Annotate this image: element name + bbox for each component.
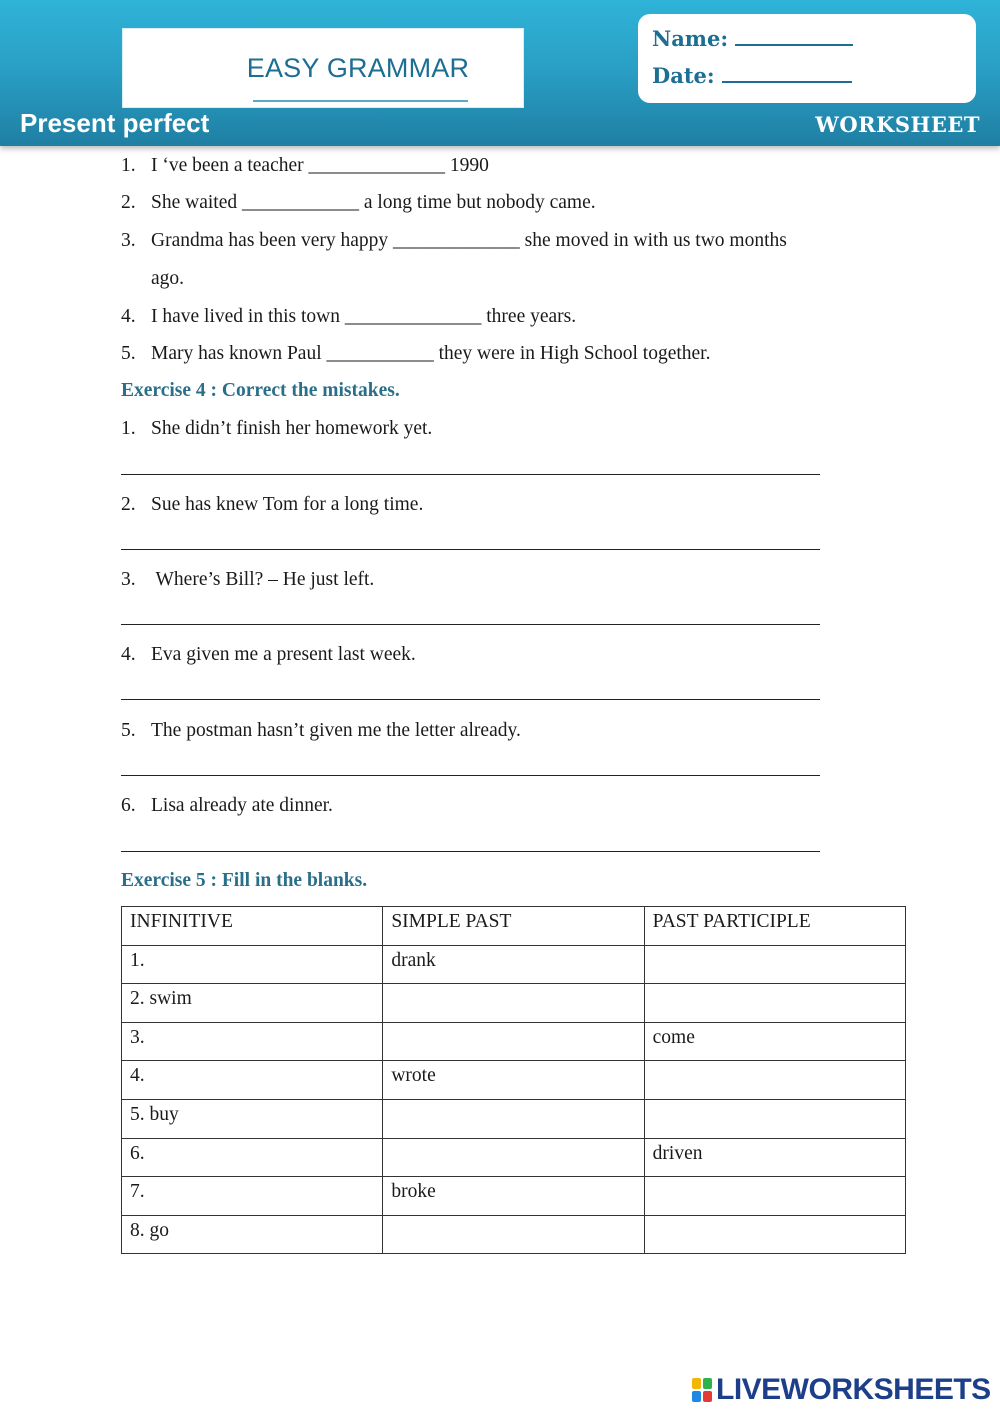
table-cell[interactable]: broke: [383, 1177, 644, 1216]
table-cell[interactable]: [383, 984, 644, 1023]
table-cell[interactable]: [644, 1177, 905, 1216]
table-cell[interactable]: [383, 1022, 644, 1061]
column-header: SIMPLE PAST: [383, 907, 644, 946]
exercise3-item-4[interactable]: 4. I have lived in this town ______________ three years.: [121, 306, 577, 327]
table-cell[interactable]: 8. go: [122, 1215, 383, 1254]
exercise3-item-2[interactable]: 2. She waited ____________ a long time but nobody came.: [121, 192, 596, 213]
exercise4-heading: Exercise 4 : Correct the mistakes.: [121, 380, 400, 401]
table-row: [122, 1061, 906, 1100]
table-cell[interactable]: [644, 984, 905, 1023]
table-row: [122, 945, 906, 984]
table-cell[interactable]: come: [644, 1022, 905, 1061]
table-cell[interactable]: [644, 1099, 905, 1138]
logo-square-icon: [692, 1391, 701, 1402]
date-label: Date:: [652, 63, 715, 88]
table-header-row: [122, 907, 906, 946]
name-blank[interactable]: [735, 28, 853, 46]
table-cell[interactable]: 5. buy: [122, 1099, 383, 1138]
worksheet-header: [0, 0, 1000, 146]
worksheet-label: WORKSHEET: [815, 112, 980, 137]
table-cell[interactable]: [644, 1215, 905, 1254]
table-cell[interactable]: wrote: [383, 1061, 644, 1100]
exercise3-item-1[interactable]: 1. I ‘ve been a teacher ______________ 1990: [121, 155, 489, 176]
exercise4-item-1: 1. She didn’t finish her homework yet.: [121, 418, 433, 439]
logo-square-icon: [703, 1391, 712, 1402]
exercise4-answer-4[interactable]: [121, 699, 820, 700]
table-row: [122, 1099, 906, 1138]
exercise4-answer-3[interactable]: [121, 624, 820, 625]
table-cell[interactable]: driven: [644, 1138, 905, 1177]
table-cell[interactable]: 2. swim: [122, 984, 383, 1023]
table-cell[interactable]: 7.: [122, 1177, 383, 1216]
date-blank[interactable]: [722, 65, 852, 83]
table-cell[interactable]: 4.: [122, 1061, 383, 1100]
logo-square-icon: [703, 1378, 712, 1389]
worksheet-subtitle: Present perfect: [20, 108, 210, 138]
exercise3-item-5[interactable]: 5. Mary has known Paul ___________ they were in High School together.: [121, 343, 711, 364]
name-label: Name:: [652, 26, 729, 51]
liveworksheets-logo[interactable]: [692, 1372, 991, 1408]
table-cell[interactable]: [644, 1061, 905, 1100]
column-header: INFINITIVE: [122, 907, 383, 946]
exercise4-item-3: 3. Where’s Bill? – He just left.: [121, 569, 375, 590]
table-row: [122, 1022, 906, 1061]
table-row: [122, 1138, 906, 1177]
exercise4-answer-1[interactable]: [121, 474, 820, 475]
name-field[interactable]: [652, 26, 853, 51]
name-date-box: [638, 14, 976, 103]
title-underline: [253, 100, 468, 102]
exercise4-item-5: 5. The postman hasn’t given me the letter already.: [121, 720, 521, 741]
exercise3-item-3[interactable]: 3. Grandma has been very happy _____________ she moved in with us two months: [121, 230, 787, 251]
table-cell[interactable]: [383, 1138, 644, 1177]
table-cell[interactable]: [383, 1099, 644, 1138]
table-cell[interactable]: [383, 1215, 644, 1254]
table-row: [122, 984, 906, 1023]
table-row: [122, 1215, 906, 1254]
logo-text: LIVEWORKSHEETS: [716, 1373, 991, 1406]
exercise4-answer-2[interactable]: [121, 549, 820, 550]
exercise4-item-2: 2. Sue has knew Tom for a long time.: [121, 494, 424, 515]
table-cell[interactable]: 1.: [122, 945, 383, 984]
exercise4-answer-6[interactable]: [121, 851, 820, 852]
exercise4-item-4: 4. Eva given me a present last week.: [121, 644, 416, 665]
exercise4-answer-5[interactable]: [121, 775, 820, 776]
table-cell[interactable]: [644, 945, 905, 984]
liveworksheets-logo-icon: [692, 1378, 712, 1402]
exercise5-heading: Exercise 5 : Fill in the blanks.: [121, 870, 368, 891]
table-cell[interactable]: 3.: [122, 1022, 383, 1061]
logo-square-icon: [692, 1378, 701, 1389]
date-field[interactable]: [652, 63, 852, 88]
column-header: PAST PARTICIPLE: [644, 907, 905, 946]
exercise3-item-3-continued: ago.: [151, 268, 185, 289]
verb-forms-table: [121, 906, 906, 1254]
table-cell[interactable]: 6.: [122, 1138, 383, 1177]
exercise4-item-6: 6. Lisa already ate dinner.: [121, 795, 333, 816]
table-row: [122, 1177, 906, 1216]
table-cell[interactable]: drank: [383, 945, 644, 984]
title-box: [122, 28, 524, 108]
worksheet-title: EASY GRAMMAR: [246, 53, 470, 83]
